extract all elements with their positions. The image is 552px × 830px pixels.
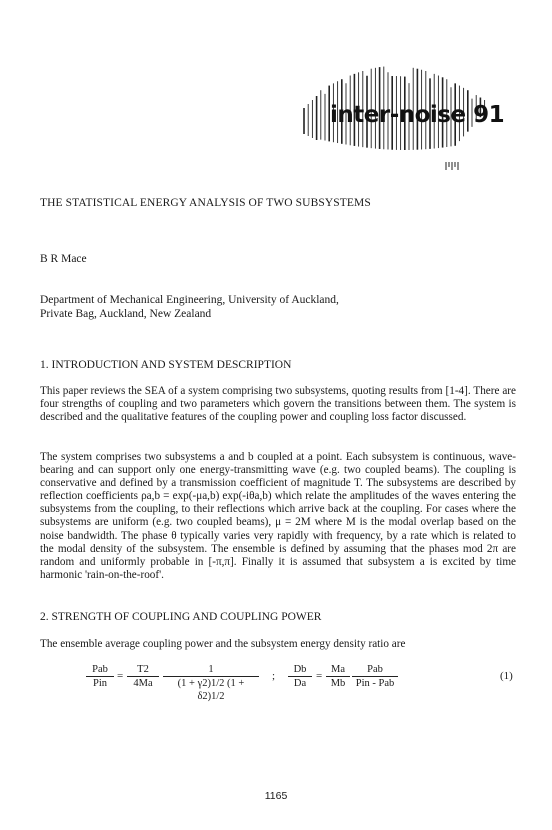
eq-fraction-2 xyxy=(163,664,259,703)
affiliation-line-2: Private Bag, Auckland, New Zealand xyxy=(40,308,212,320)
eq-rhs-numerator: Db xyxy=(288,664,312,677)
eq-fraction-3-denominator: Mb xyxy=(330,678,346,689)
affiliation xyxy=(40,293,339,321)
eq-fraction-3 xyxy=(326,664,350,690)
eq-fraction-4-denominator: Pin - Pab xyxy=(355,678,395,689)
section-2-paragraph-1: The ensemble average coupling power and the subsystem energy density ratio are xyxy=(40,638,406,650)
section-1-heading: 1. INTRODUCTION AND SYSTEM DESCRIPTION xyxy=(40,359,292,371)
eq-fraction-1 xyxy=(127,664,159,690)
eq-rhs-denominator: Da xyxy=(293,678,307,689)
eq-fraction-2-numerator: 1 xyxy=(163,664,259,677)
section-1-paragraph-2: The system comprises two subsystems a and b coupled at a point. Each subsystem is continuous, wave-bearing and can support only one energy-transmitting wave (e.g. two coupled beams). The coupling is conservative and defined by a transmission coefficient of magnitude T. The subsystems are described by reflection coefficients ρa,b = exp(-μa,b) exp(-iθa,b) which relate the amplitudes of the waves entering the subsystems from the coupling, to their reflections which arrive back at the coupling. For cases where the subsystems are uniform (e.g. two coupled beams), μ = 2M where M is the modal overlap based on the noise bandwidth. The phase θ typically varies very rapidly with frequency, by a rate which is related to the modal density of the subsystem. The ensemble is defined by assuming that the phases mod 2π are random and uniformly probable in [-π,π]. Finally it is assumed that subsystem a is excited by time harmonic 'rain-on-the-roof'. xyxy=(40,451,516,581)
equation-number: (1) xyxy=(500,670,513,682)
eq-fraction-1-numerator: T2 xyxy=(127,664,159,677)
eq-fraction-2-denominator: (1 + γ2)1/2 (1 + δ2)1/2 xyxy=(177,678,245,702)
eq-equals-1: = xyxy=(117,670,124,682)
paper-title: THE STATISTICAL ENERGY ANALYSIS OF TWO SUBSYSTEMS xyxy=(40,197,371,209)
logo-text: inter-noise 91 xyxy=(330,102,505,128)
section-1-paragraph-1: This paper reviews the SEA of a system comprising two subsystems, quoting results from [1-4]. There are four strengths of coupling and two parameters which govern the transitions between them. The system is described and the qualitative features of the coupling power and coupling loss factor discussed. xyxy=(40,385,516,424)
eq-rhs-fraction xyxy=(288,664,312,690)
section-2-heading: 2. STRENGTH OF COUPLING AND COUPLING POWER xyxy=(40,611,322,623)
eq-semicolon: ; xyxy=(272,670,276,682)
eq-lhs-fraction xyxy=(86,664,114,690)
equation-1 xyxy=(0,662,552,702)
eq-fraction-4 xyxy=(352,664,398,690)
eq-fraction-4-numerator: Pab xyxy=(352,664,398,677)
page-number: 1165 xyxy=(264,790,288,802)
eq-lhs-denominator: Pin xyxy=(92,678,107,689)
eq-equals-2: = xyxy=(316,670,323,682)
eq-lhs-numerator: Pab xyxy=(86,664,114,677)
author: B R Mace xyxy=(40,253,87,265)
eq-fraction-3-numerator: Ma xyxy=(326,664,350,677)
affiliation-line-1: Department of Mechanical Engineering, University of Auckland, xyxy=(40,294,339,306)
eq-fraction-1-denominator: 4Ma xyxy=(133,678,153,689)
inter-noise-logo xyxy=(296,58,505,176)
